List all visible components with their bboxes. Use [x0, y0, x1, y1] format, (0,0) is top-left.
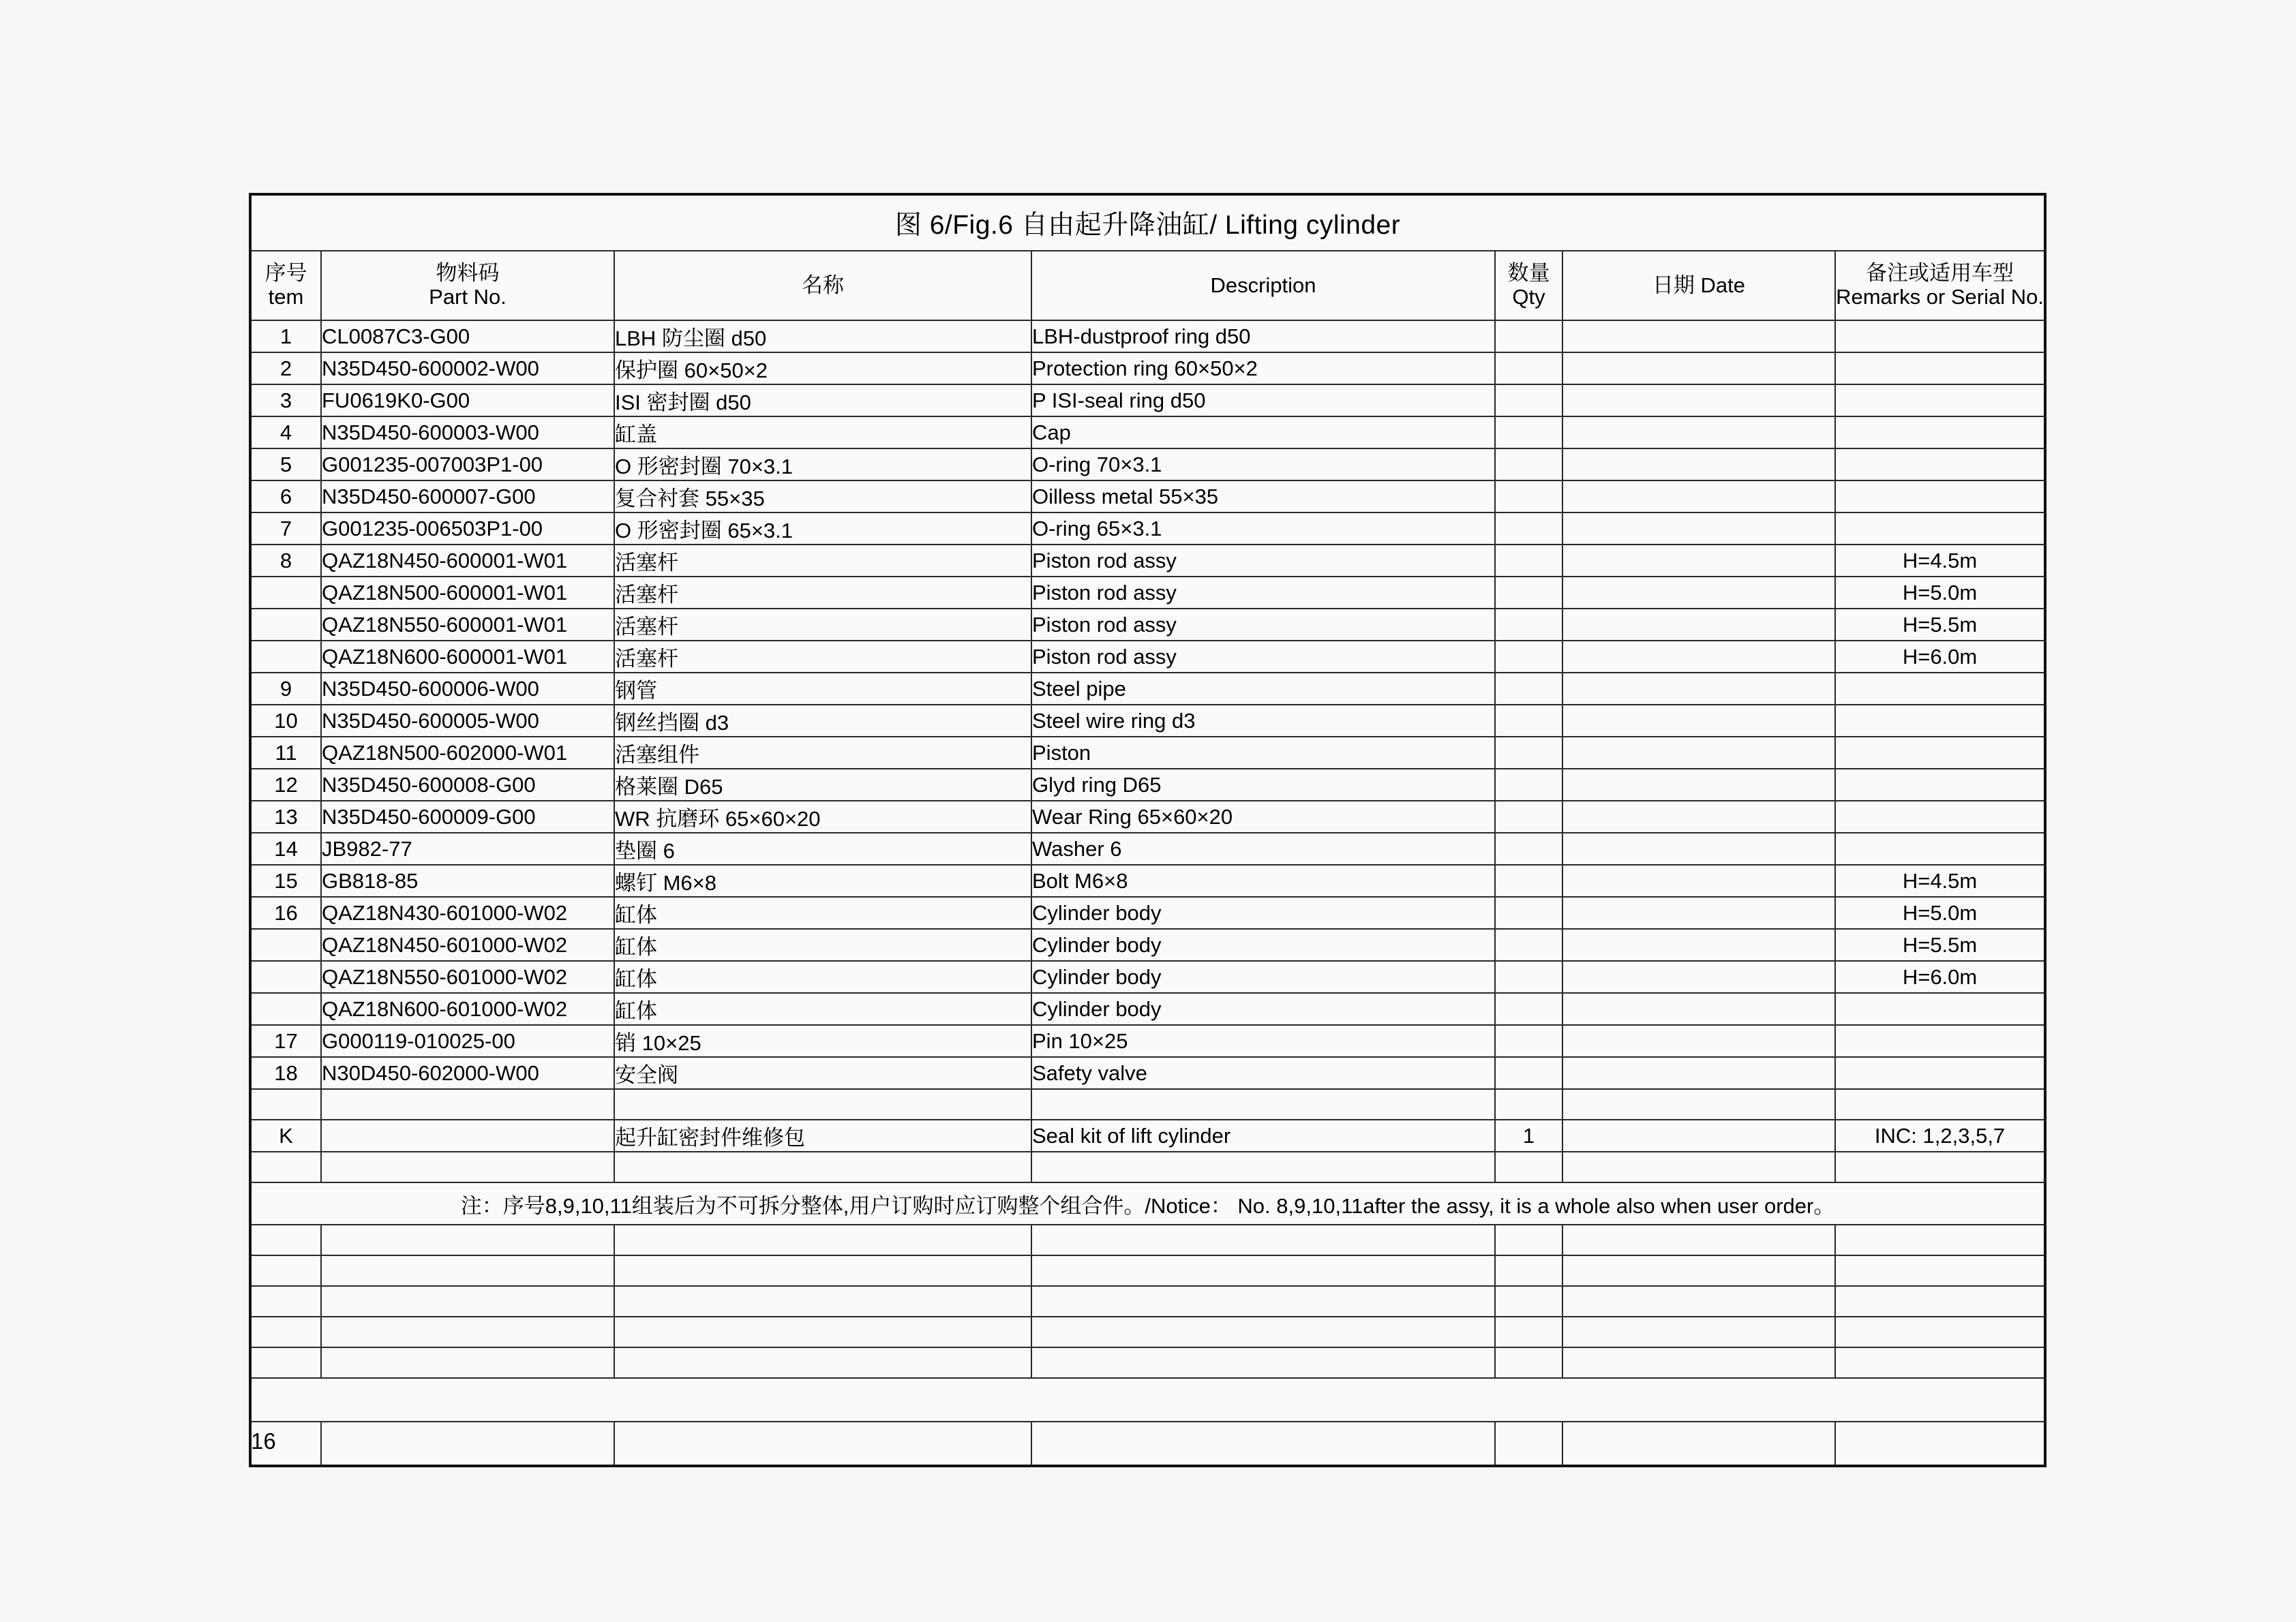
cell-item: 3	[250, 384, 321, 416]
column-header-qty-cn: 数量	[1507, 261, 1550, 286]
cell-description	[1031, 1152, 1495, 1182]
cell-remarks: H=5.5m	[1835, 929, 2045, 961]
cell-remarks	[1835, 320, 2045, 352]
table-row	[250, 865, 2045, 897]
cell-date	[1562, 1057, 1835, 1089]
cell-remarks: H=4.5m	[1835, 545, 2045, 577]
cell-date	[1562, 1152, 1835, 1182]
cell-item: 12	[250, 769, 321, 801]
blank-cell	[1562, 1286, 1835, 1317]
cell-remarks	[1835, 512, 2045, 545]
cell-name: 复合衬套 55×35	[614, 480, 1031, 512]
cell-description: Cylinder body	[1031, 897, 1495, 929]
cell-date	[1562, 833, 1835, 865]
cell-description: Washer 6	[1031, 833, 1495, 865]
blank-cell	[1562, 1347, 1835, 1378]
blank-cell	[1495, 1255, 1562, 1286]
cell-description: Oilless metal 55×35	[1031, 480, 1495, 512]
blank-cell	[1495, 1347, 1562, 1378]
cell-item: 10	[250, 705, 321, 737]
cell-name	[614, 1152, 1031, 1182]
cell-name: ISI 密封圈 d50	[614, 384, 1031, 416]
cell-name: O 形密封圈 70×3.1	[614, 448, 1031, 480]
cell-qty	[1495, 865, 1562, 897]
table-blank-row	[250, 1347, 2045, 1378]
table-row	[250, 641, 2045, 673]
cell-name: 安全阀	[614, 1057, 1031, 1089]
table-title-row	[250, 194, 2045, 251]
table-row	[250, 993, 2045, 1025]
table-row	[250, 609, 2045, 641]
cell-remarks	[1835, 1057, 2045, 1089]
cell-description: Cylinder body	[1031, 929, 1495, 961]
blank-cell	[250, 1317, 321, 1347]
cell-name: 缸体	[614, 993, 1031, 1025]
cell-description: Seal kit of lift cylinder	[1031, 1120, 1495, 1152]
cell-remarks: H=6.0m	[1835, 961, 2045, 993]
cell-description: P ISI-seal ring d50	[1031, 384, 1495, 416]
table-row	[250, 448, 2045, 480]
table-row	[250, 737, 2045, 769]
cell-description: O-ring 65×3.1	[1031, 512, 1495, 545]
cell-part-no	[321, 1120, 614, 1152]
cell-description: Piston	[1031, 737, 1495, 769]
cell-part-no: JB982-77	[321, 833, 614, 865]
table-row	[250, 769, 2045, 801]
cell-item	[250, 993, 321, 1025]
cell-name: 活塞组件	[614, 737, 1031, 769]
cell-remarks	[1835, 673, 2045, 705]
cell-qty	[1495, 1025, 1562, 1057]
cell-item	[250, 929, 321, 961]
cell-description: Piston rod assy	[1031, 577, 1495, 609]
cell-description: Piston rod assy	[1031, 641, 1495, 673]
cell-description: Cylinder body	[1031, 961, 1495, 993]
cell-qty	[1495, 1057, 1562, 1089]
cell-qty	[1495, 448, 1562, 480]
blank-cell	[1562, 1422, 1835, 1466]
cell-description: Piston rod assy	[1031, 609, 1495, 641]
table-row	[250, 929, 2045, 961]
cell-item: 11	[250, 737, 321, 769]
cell-date	[1562, 416, 1835, 448]
column-header-part-no-en: Part No.	[429, 285, 507, 309]
blank-cell	[1031, 1317, 1495, 1347]
cell-name: 销 10×25	[614, 1025, 1031, 1057]
blank-cell	[614, 1347, 1031, 1378]
cell-qty	[1495, 673, 1562, 705]
table-row	[250, 801, 2045, 833]
cell-part-no: CL0087C3-G00	[321, 320, 614, 352]
cell-date	[1562, 737, 1835, 769]
column-header-remarks-cn: 备注或适用车型	[1866, 261, 2014, 286]
cell-item: 1	[250, 320, 321, 352]
cell-item	[250, 609, 321, 641]
table-note-row	[250, 1182, 2045, 1225]
cell-qty	[1495, 545, 1562, 577]
cell-item: 2	[250, 352, 321, 384]
cell-remarks	[1835, 993, 2045, 1025]
cell-item	[250, 1089, 321, 1120]
blank-cell	[1835, 1286, 2045, 1317]
cell-item	[250, 641, 321, 673]
cell-qty	[1495, 897, 1562, 929]
blank-cell	[321, 1317, 614, 1347]
cell-description: Cap	[1031, 416, 1495, 448]
column-header-part-no-cn: 物料码	[436, 261, 500, 286]
cell-name: 起升缸密封件维修包	[614, 1120, 1031, 1152]
parts-table	[249, 193, 2046, 1467]
cell-date	[1562, 993, 1835, 1025]
cell-item: 16	[250, 897, 321, 929]
cell-name: 保护圈 60×50×2	[614, 352, 1031, 384]
cell-name: 活塞杆	[614, 609, 1031, 641]
cell-remarks	[1835, 416, 2045, 448]
cell-qty	[1495, 1152, 1562, 1182]
cell-qty	[1495, 512, 1562, 545]
cell-date	[1562, 641, 1835, 673]
cell-item: 6	[250, 480, 321, 512]
cell-description: Pin 10×25	[1031, 1025, 1495, 1057]
cell-qty	[1495, 480, 1562, 512]
cell-qty	[1495, 833, 1562, 865]
cell-date	[1562, 609, 1835, 641]
column-header-name	[614, 251, 1031, 320]
cell-date	[1562, 384, 1835, 416]
column-header-name-cn: 名称	[802, 273, 844, 297]
cell-name: 活塞杆	[614, 545, 1031, 577]
cell-date	[1562, 512, 1835, 545]
blank-cell	[1562, 1317, 1835, 1347]
blank-cell	[321, 1286, 614, 1317]
blank-cell	[321, 1255, 614, 1286]
cell-qty: 1	[1495, 1120, 1562, 1152]
table-row	[250, 833, 2045, 865]
blank-cell	[250, 1347, 321, 1378]
column-header-item-cn: 序号	[265, 261, 307, 286]
cell-remarks: H=5.0m	[1835, 577, 2045, 609]
blank-cell	[1031, 1347, 1495, 1378]
table-row	[250, 545, 2045, 577]
cell-part-no: QAZ18N550-600001-W01	[321, 609, 614, 641]
blank-cell	[250, 1255, 321, 1286]
cell-name: 缸盖	[614, 416, 1031, 448]
cell-part-no: QAZ18N450-600001-W01	[321, 545, 614, 577]
blank-cell	[614, 1255, 1031, 1286]
blank-cell	[614, 1422, 1031, 1466]
page-number: 16	[251, 1428, 276, 1454]
cell-remarks	[1835, 769, 2045, 801]
cell-qty	[1495, 737, 1562, 769]
table-header-row	[250, 251, 2045, 320]
cell-remarks	[1835, 1025, 2045, 1057]
table-row	[250, 480, 2045, 512]
table-spacer-row	[250, 1378, 2045, 1422]
cell-qty	[1495, 352, 1562, 384]
table-row	[250, 897, 2045, 929]
cell-item: 14	[250, 833, 321, 865]
table-row	[250, 1089, 2045, 1120]
cell-part-no: QAZ18N550-601000-W02	[321, 961, 614, 993]
table-blank-row	[250, 1286, 2045, 1317]
table-row	[250, 961, 2045, 993]
blank-cell	[1835, 1225, 2045, 1255]
cell-qty	[1495, 993, 1562, 1025]
cell-name: O 形密封圈 65×3.1	[614, 512, 1031, 545]
cell-item: 18	[250, 1057, 321, 1089]
cell-part-no: N35D450-600003-W00	[321, 416, 614, 448]
cell-qty	[1495, 1089, 1562, 1120]
table-row	[250, 512, 2045, 545]
cell-qty	[1495, 929, 1562, 961]
cell-remarks	[1835, 352, 2045, 384]
cell-part-no: QAZ18N600-600001-W01	[321, 641, 614, 673]
blank-cell	[614, 1317, 1031, 1347]
table-row	[250, 1120, 2045, 1152]
table-blank-row	[250, 1422, 2045, 1466]
cell-qty	[1495, 705, 1562, 737]
cell-part-no: QAZ18N500-602000-W01	[321, 737, 614, 769]
cell-name: 螺钉 M6×8	[614, 865, 1031, 897]
cell-item: 8	[250, 545, 321, 577]
table-row	[250, 577, 2045, 609]
cell-description: Piston rod assy	[1031, 545, 1495, 577]
cell-item	[250, 577, 321, 609]
cell-description: O-ring 70×3.1	[1031, 448, 1495, 480]
cell-date	[1562, 897, 1835, 929]
cell-part-no: N35D450-600007-G00	[321, 480, 614, 512]
cell-part-no: N35D450-600008-G00	[321, 769, 614, 801]
cell-part-no: G000119-010025-00	[321, 1025, 614, 1057]
cell-name: 垫圈 6	[614, 833, 1031, 865]
cell-part-no: G001235-006503P1-00	[321, 512, 614, 545]
blank-cell	[1835, 1317, 2045, 1347]
cell-date	[1562, 1025, 1835, 1057]
blank-cell	[321, 1347, 614, 1378]
parts-table-container	[249, 193, 2044, 1467]
blank-cell	[614, 1286, 1031, 1317]
cell-name: 活塞杆	[614, 577, 1031, 609]
cell-part-no	[321, 1089, 614, 1120]
blank-cell	[1495, 1225, 1562, 1255]
cell-part-no: QAZ18N600-601000-W02	[321, 993, 614, 1025]
cell-part-no: QAZ18N450-601000-W02	[321, 929, 614, 961]
cell-description: Wear Ring 65×60×20	[1031, 801, 1495, 833]
cell-name: 缸体	[614, 929, 1031, 961]
cell-date	[1562, 865, 1835, 897]
cell-remarks: H=5.0m	[1835, 897, 2045, 929]
cell-description: Glyd ring D65	[1031, 769, 1495, 801]
column-header-date	[1562, 251, 1835, 320]
column-header-date-label: 日期 Date	[1652, 273, 1746, 297]
blank-cell	[250, 1286, 321, 1317]
blank-cell	[250, 1225, 321, 1255]
cell-qty	[1495, 320, 1562, 352]
column-header-description	[1031, 251, 1495, 320]
cell-name: 格莱圈 D65	[614, 769, 1031, 801]
blank-cell	[1495, 1422, 1562, 1466]
blank-cell	[321, 1422, 614, 1466]
cell-item: 15	[250, 865, 321, 897]
blank-cell	[1031, 1422, 1495, 1466]
figure-title: 图 6/Fig.6 自由起升降油缸/ Lifting cylinder	[250, 194, 2045, 251]
cell-remarks: H=5.5m	[1835, 609, 2045, 641]
cell-remarks	[1835, 1089, 2045, 1120]
cell-date	[1562, 480, 1835, 512]
cell-date	[1562, 673, 1835, 705]
cell-part-no: G001235-007003P1-00	[321, 448, 614, 480]
cell-date	[1562, 705, 1835, 737]
blank-cell	[1562, 1255, 1835, 1286]
cell-date	[1562, 961, 1835, 993]
cell-remarks	[1835, 705, 2045, 737]
cell-part-no: QAZ18N430-601000-W02	[321, 897, 614, 929]
cell-part-no: FU0619K0-G00	[321, 384, 614, 416]
cell-name	[614, 1089, 1031, 1120]
cell-date	[1562, 801, 1835, 833]
cell-qty	[1495, 801, 1562, 833]
cell-name: LBH 防尘圈 d50	[614, 320, 1031, 352]
cell-qty	[1495, 577, 1562, 609]
cell-name: 活塞杆	[614, 641, 1031, 673]
blank-cell	[1835, 1347, 2045, 1378]
blank-cell	[1031, 1225, 1495, 1255]
blank-cell	[321, 1225, 614, 1255]
cell-date	[1562, 929, 1835, 961]
blank-cell	[1495, 1286, 1562, 1317]
cell-remarks	[1835, 1152, 2045, 1182]
assembly-notice-text: 注：序号8,9,10,11组装后为不可拆分整体,用户订购时应订购整个组合件。/Notice： No. 8,9,10,11after the assy, it is a whole also when user order。	[250, 1182, 2045, 1225]
table-row	[250, 673, 2045, 705]
cell-description: Steel pipe	[1031, 673, 1495, 705]
blank-cell	[1835, 1255, 2045, 1286]
cell-item: 7	[250, 512, 321, 545]
spacer-cell	[250, 1378, 2045, 1422]
table-row	[250, 1057, 2045, 1089]
cell-date	[1562, 320, 1835, 352]
cell-description: Protection ring 60×50×2	[1031, 352, 1495, 384]
cell-part-no: N35D450-600006-W00	[321, 673, 614, 705]
table-row	[250, 352, 2045, 384]
cell-description: Cylinder body	[1031, 993, 1495, 1025]
table-row	[250, 1025, 2045, 1057]
cell-part-no: GB818-85	[321, 865, 614, 897]
cell-item	[250, 1152, 321, 1182]
cell-remarks	[1835, 384, 2045, 416]
cell-remarks	[1835, 480, 2045, 512]
column-header-remarks	[1835, 251, 2045, 320]
cell-remarks	[1835, 448, 2045, 480]
cell-date	[1562, 352, 1835, 384]
cell-name: WR 抗磨环 65×60×20	[614, 801, 1031, 833]
table-blank-row	[250, 1255, 2045, 1286]
cell-part-no: N30D450-602000-W00	[321, 1057, 614, 1089]
cell-description: LBH-dustproof ring d50	[1031, 320, 1495, 352]
cell-date	[1562, 769, 1835, 801]
table-row	[250, 705, 2045, 737]
cell-part-no: N35D450-600005-W00	[321, 705, 614, 737]
column-header-remarks-en: Remarks or Serial No.	[1836, 285, 2044, 309]
cell-date	[1562, 1089, 1835, 1120]
column-header-qty	[1495, 251, 1562, 320]
column-header-item	[250, 251, 321, 320]
cell-name: 钢管	[614, 673, 1031, 705]
cell-description: Bolt M6×8	[1031, 865, 1495, 897]
cell-qty	[1495, 641, 1562, 673]
cell-remarks	[1835, 801, 2045, 833]
cell-item: 13	[250, 801, 321, 833]
cell-qty	[1495, 384, 1562, 416]
table-row	[250, 384, 2045, 416]
blank-cell	[1031, 1255, 1495, 1286]
cell-qty	[1495, 609, 1562, 641]
cell-description: Safety valve	[1031, 1057, 1495, 1089]
cell-remarks	[1835, 833, 2045, 865]
column-header-part-no	[321, 251, 614, 320]
blank-cell	[1031, 1286, 1495, 1317]
cell-item: 17	[250, 1025, 321, 1057]
cell-description	[1031, 1089, 1495, 1120]
cell-remarks: INC: 1,2,3,5,7	[1835, 1120, 2045, 1152]
cell-date	[1562, 448, 1835, 480]
cell-qty	[1495, 769, 1562, 801]
table-row	[250, 416, 2045, 448]
blank-cell	[1835, 1422, 2045, 1466]
blank-cell	[614, 1225, 1031, 1255]
cell-item: 4	[250, 416, 321, 448]
column-header-qty-en: Qty	[1512, 285, 1545, 309]
table-row	[250, 320, 2045, 352]
cell-date	[1562, 577, 1835, 609]
cell-qty	[1495, 961, 1562, 993]
table-blank-row	[250, 1317, 2045, 1347]
cell-part-no: N35D450-600009-G00	[321, 801, 614, 833]
cell-remarks	[1835, 737, 2045, 769]
cell-description: Steel wire ring d3	[1031, 705, 1495, 737]
cell-item: 9	[250, 673, 321, 705]
table-row	[250, 1152, 2045, 1182]
cell-date	[1562, 1120, 1835, 1152]
cell-name: 钢丝挡圈 d3	[614, 705, 1031, 737]
cell-item: 5	[250, 448, 321, 480]
cell-name: 缸体	[614, 961, 1031, 993]
column-header-item-en: tem	[268, 285, 304, 309]
blank-cell	[1562, 1225, 1835, 1255]
table-blank-row	[250, 1225, 2045, 1255]
cell-remarks: H=4.5m	[1835, 865, 2045, 897]
blank-cell	[1495, 1317, 1562, 1347]
column-header-description-en: Description	[1210, 273, 1316, 297]
cell-part-no	[321, 1152, 614, 1182]
cell-date	[1562, 545, 1835, 577]
cell-item	[250, 961, 321, 993]
cell-remarks: H=6.0m	[1835, 641, 2045, 673]
cell-name: 缸体	[614, 897, 1031, 929]
cell-qty	[1495, 416, 1562, 448]
cell-item: K	[250, 1120, 321, 1152]
cell-part-no: N35D450-600002-W00	[321, 352, 614, 384]
cell-part-no: QAZ18N500-600001-W01	[321, 577, 614, 609]
